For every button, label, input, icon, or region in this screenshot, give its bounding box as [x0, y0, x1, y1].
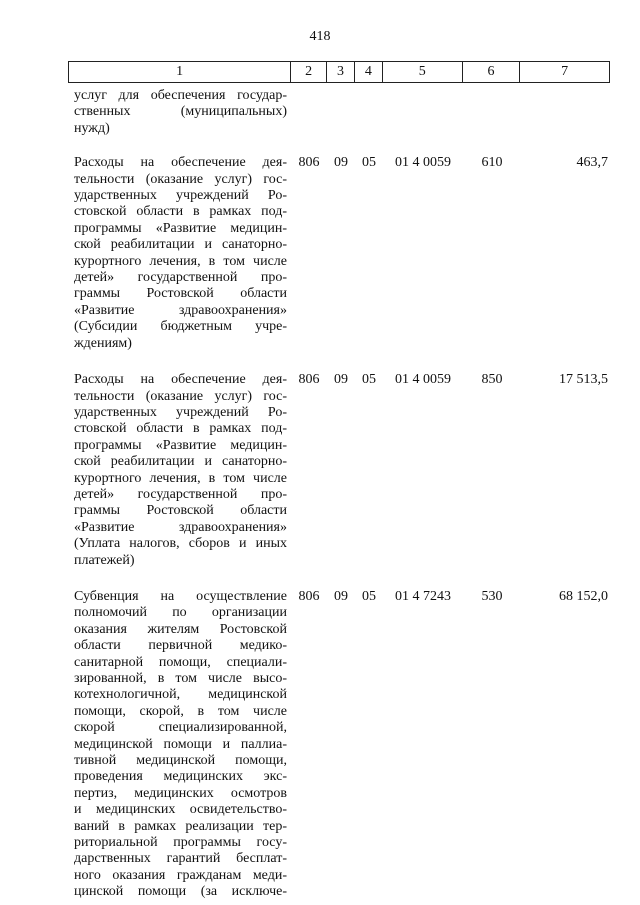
- cell-target-article: [383, 88, 463, 137]
- cell-expense-type: 850: [481, 372, 503, 388]
- description-line: стовской области в рамках под-: [74, 204, 287, 220]
- description-line: ударственных учреждений Ро-: [74, 404, 287, 420]
- header-col-7: 7: [561, 64, 569, 79]
- description-line: курортного лечения, в том числе: [74, 470, 287, 486]
- description-line: дарственных гарантий бесплат-: [74, 851, 287, 867]
- description-line: области первичной медико-: [74, 638, 287, 654]
- description-line: Расходы на обеспечение дея-: [74, 372, 287, 388]
- page-number: 418: [309, 29, 331, 44]
- cell-amount: 68 152,0: [559, 588, 608, 604]
- cell-section: 09: [334, 372, 348, 388]
- cell-target-article: 01 4 7243: [395, 588, 451, 604]
- description-line: ской реабилитации и санаторно-: [74, 454, 287, 470]
- table-row: [68, 589, 610, 901]
- description-line: детей» государственной про-: [74, 270, 287, 286]
- description-line: оказания жителям Ростовской: [74, 621, 287, 637]
- description-line: граммы Ростовской области: [74, 503, 287, 519]
- cell-amount: 17 513,5: [559, 372, 608, 388]
- table-row: [68, 155, 610, 352]
- description-line: Расходы на обеспечение дея-: [74, 155, 287, 171]
- description-line: ждениям): [74, 335, 132, 351]
- description-line: (Уплата налогов, сборов и иных: [74, 536, 287, 552]
- row-description: [68, 372, 291, 569]
- description-line: (Субсидии бюджетным учре-: [74, 319, 287, 335]
- header-col-2: 2: [291, 62, 327, 82]
- description-line: ударственных учреждений Ро-: [74, 188, 287, 204]
- description-line: услуг для обеспечения государ-: [74, 88, 287, 103]
- table-row: [68, 88, 610, 137]
- cell-subsection: 05: [362, 588, 376, 604]
- description-line: помощи, скорой, в том числе: [74, 703, 287, 719]
- description-line: тельности (оказание услуг) гос-: [74, 171, 287, 187]
- row-description: [68, 88, 291, 137]
- description-line: медицинской помощи и паллиа-: [74, 736, 287, 752]
- description-line: программы «Развитие медицин-: [74, 220, 287, 236]
- cell-target-article: 01 4 0059: [395, 372, 451, 388]
- description-line: граммы Ростовской области: [74, 286, 287, 302]
- header-col-3: 3: [327, 62, 355, 82]
- cell-subsection: [355, 88, 383, 137]
- cell-section: 09: [334, 588, 348, 604]
- description-line: проведения медицинских экс-: [74, 769, 287, 785]
- row-description: [68, 155, 291, 352]
- row-description: [68, 589, 291, 901]
- cell-ministry-code: 806: [298, 372, 320, 388]
- description-line: котехнологичной, медицинской: [74, 687, 287, 703]
- description-line: «Развитие здравоохранения»: [74, 302, 287, 318]
- cell-ministry-code: 806: [298, 588, 320, 604]
- description-line: санитарной помощи, специали-: [74, 654, 287, 670]
- description-line: тельности (оказание услуг) гос-: [74, 388, 287, 404]
- description-line: ваний в рамках реализации тер-: [74, 818, 287, 834]
- cell-amount: [521, 88, 610, 137]
- cell-section: 09: [334, 155, 348, 171]
- table-header: [68, 61, 610, 83]
- cell-subsection: 05: [362, 372, 376, 388]
- description-line: пертиз, медицинских осмотров: [74, 785, 287, 801]
- cell-target-article: 01 4 0059: [395, 155, 451, 171]
- description-line: и медицинских освидетельство-: [74, 802, 287, 818]
- description-line: тивной медицинской помощи,: [74, 753, 287, 769]
- description-line: курортного лечения, в том числе: [74, 253, 287, 269]
- table-row: [68, 372, 610, 569]
- header-col-4: 4: [355, 62, 383, 82]
- header-col-6: 6: [463, 62, 521, 82]
- description-line: полномочий по организации: [74, 605, 287, 621]
- description-line: цинской помощи (за исключе-: [74, 884, 287, 900]
- table-body: [68, 88, 610, 901]
- description-line: стовской области в рамках под-: [74, 421, 287, 437]
- description-line: риториальной программы госу-: [74, 835, 287, 851]
- description-line: ного оказания гражданам меди-: [74, 867, 287, 883]
- cell-amount: 463,7: [576, 155, 608, 171]
- description-line: ской реабилитации и санаторно-: [74, 237, 287, 253]
- description-line: программы «Развитие медицин-: [74, 437, 287, 453]
- cell-ministry-code: 806: [298, 155, 320, 171]
- description-line: скорой специализированной,: [74, 720, 287, 736]
- cell-expense-type: 610: [481, 155, 503, 171]
- description-line: зированной, в том числе высо-: [74, 671, 287, 686]
- header-col-1: 1: [69, 62, 291, 82]
- description-line: ственных (муниципальных): [74, 104, 287, 120]
- description-line: «Развитие здравоохранения»: [74, 519, 287, 535]
- description-line: детей» государственной про-: [74, 486, 287, 502]
- cell-expense-type: 530: [481, 588, 503, 604]
- description-line: нужд): [74, 120, 110, 136]
- description-line: Субвенция на осуществление: [74, 588, 287, 604]
- cell-expense-type: [463, 88, 521, 137]
- description-line: платежей): [74, 552, 135, 568]
- cell-ministry-code: [291, 88, 327, 137]
- cell-section: [327, 88, 355, 137]
- header-col-5: 5: [383, 62, 463, 82]
- cell-subsection: 05: [362, 155, 376, 171]
